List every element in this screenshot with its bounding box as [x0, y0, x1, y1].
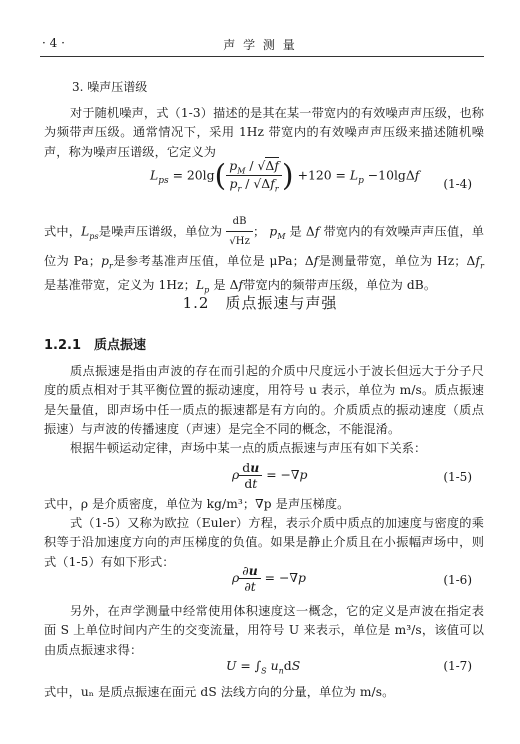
equation-number: (1-7) — [443, 659, 472, 673]
equation-number: (1-6) — [443, 573, 472, 587]
header-rule — [40, 56, 484, 57]
equation-1-6: ρ $\frac{\partial u}{\partial t}$ = −∇p — [232, 563, 306, 594]
paragraph-8: 式中，uₙ 是质点振速在面元 dS 法线方向的分量，单位为 m/s。 — [44, 685, 395, 699]
paragraph-2: 式中，$L_{ps}$是噪声压谱级，单位为 $\frac{dB}{√Hz}$ ； $p_M$ 是 Δf 带宽内的有效噪声声压值，单位为 Pa；$p_r$是参考基准声压值，单位是 μPa；Δf是测量带宽，单位为 Hz；$\Delta f_r$是基准带宽，定义为 1Hz；$L_p$ 是 Δf带宽内的频带声压级，单位为 dB。 — [44, 212, 484, 300]
paragraph-1: 对于随机噪声，式（1-3）描述的是其在某一带宽内的有效噪声声压级，也称为频带声压级。通常情况下，采用 1Hz 带宽内的有效噪声声压级来描述随机噪声，称为噪声压谱级，它定义为 — [44, 106, 484, 159]
unit-fraction: $\frac{dB}{√Hz}$ — [226, 212, 253, 252]
paragraph-7: 另外，在声学测量中经常使用体积速度这一概念，它的定义是声波在指定表面 S 上单位时间内产生的交变流量，用符号 U 来表示，单位是 m³/s，该值可以由质点振速求得： — [44, 604, 484, 657]
subsection-title: 3. 噪声压谱级 — [72, 80, 148, 94]
section-title: 1.2 质点振速与声强 — [182, 294, 338, 312]
paragraph-4: 根据牛顿运动定律，声场中某一点的质点振速与声压有如下关系： — [70, 441, 427, 455]
equation-1-4: $L_{ps} = 20\lg$( $\frac{p_M / √\Delta f}{p_r / √\Delta f_r}$ ) $+120 = L_p -10\lg\Delta f$ — [150, 158, 420, 194]
equation-1-5: ρ $\frac{du}{dt}$ = −∇p — [232, 460, 308, 491]
running-title: 声 学 测 量 — [223, 38, 297, 52]
paragraph-6: 式（1-5）又称为欧拉（Euler）方程，表示介质中质点的加速度与密度的乘积等于沿加速度方向的声压梯度的负值。如果是静止介质且在小振幅声场中，则式（1-5）有如下形式： — [44, 516, 484, 569]
paragraph-3: 质点振速是指由声波的存在而引起的介质中尺度远小于波长但远大于分子尺度的质点相对于其平衡位置的振动速度，用符号 u 表示，单位为 m/s。质点振速是矢量值，即声场中任一质点的振速都是有方向的。介质质点的振动速度（质点振速）与声波的传播速度（声速）是完全不同的概念，不能混淆。 — [44, 364, 484, 437]
equation-number: (1-4) — [443, 177, 472, 191]
page-number: · 4 · — [42, 36, 65, 50]
subsection-heading: 1.2.1 质点振速 — [44, 338, 147, 353]
equation-number: (1-5) — [443, 470, 472, 484]
paragraph-5: 式中，ρ 是介质密度，单位为 kg/m³；∇p 是声压梯度。 — [44, 497, 350, 511]
equation-1-7: $U = \int_S$ $u_ndS$ — [226, 658, 301, 676]
